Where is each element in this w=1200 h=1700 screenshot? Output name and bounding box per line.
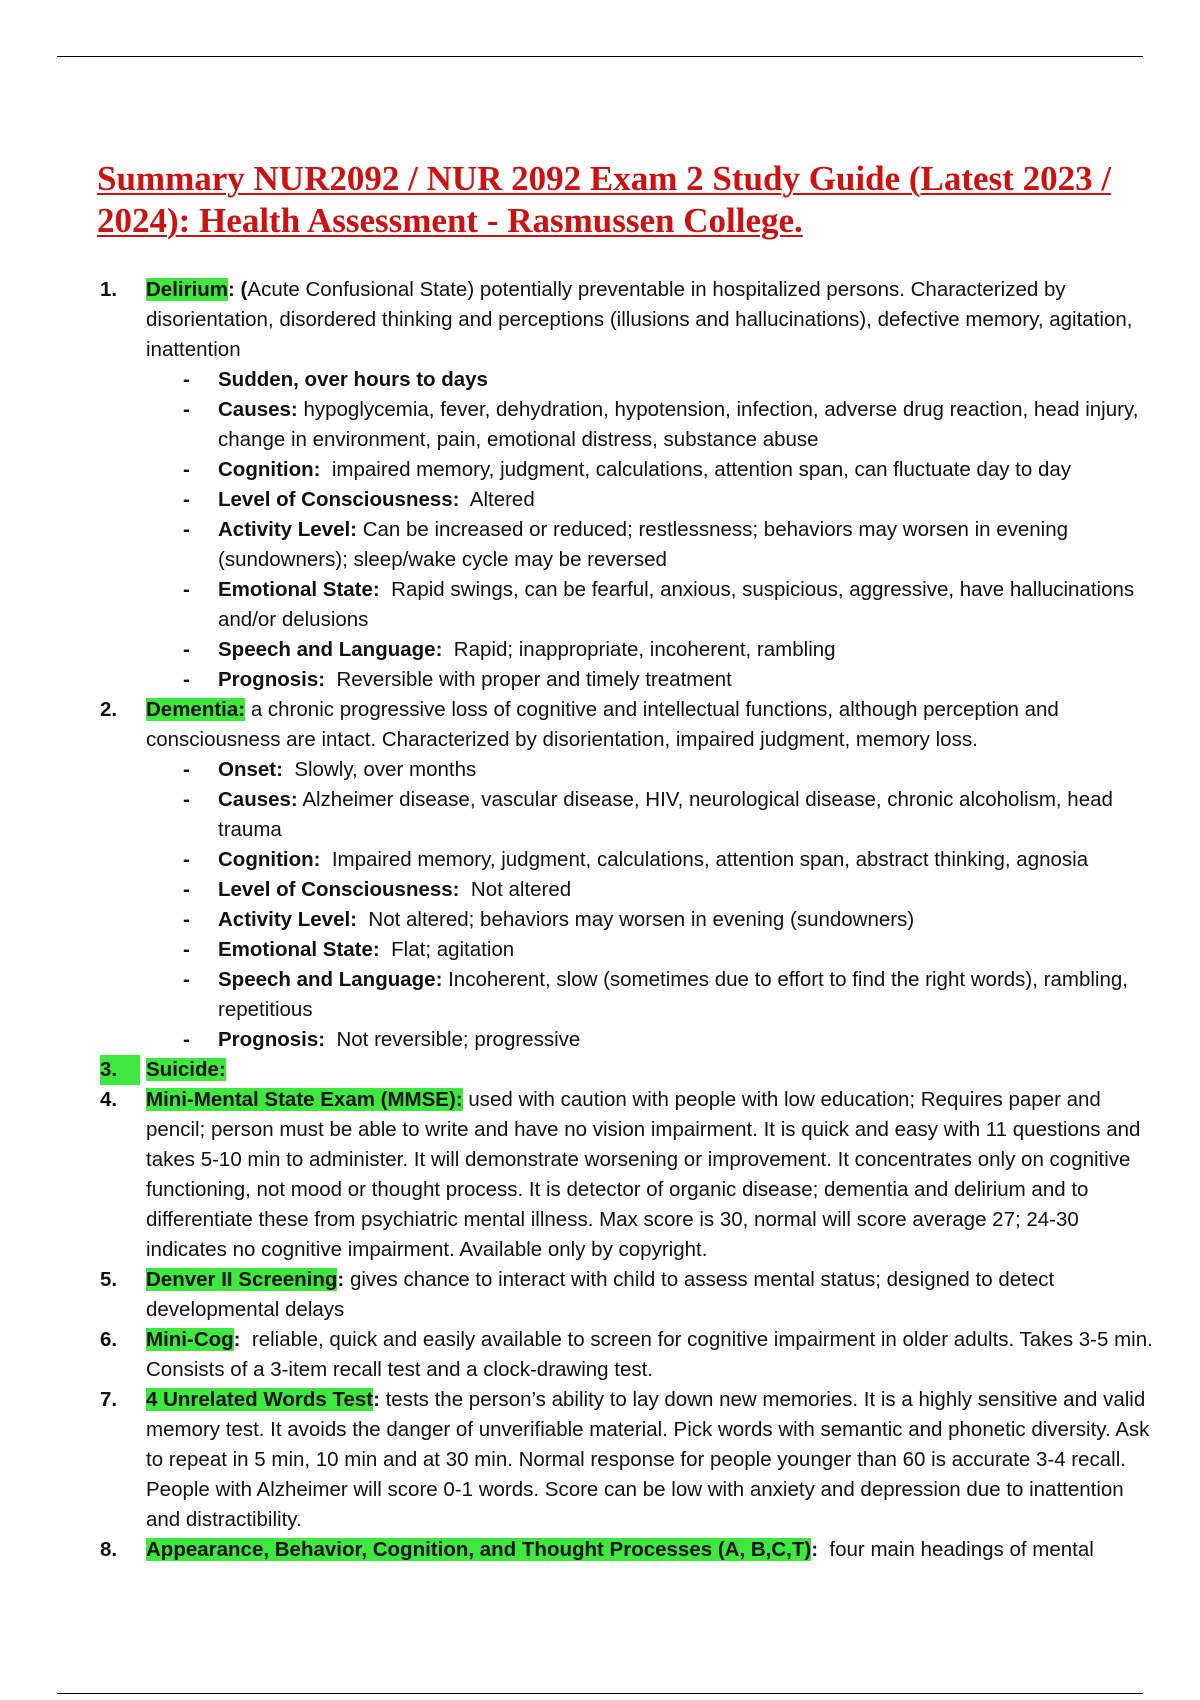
sub-list-item (146, 1025, 1156, 1055)
sub-item-text: Altered (459, 488, 535, 511)
list-item (100, 1325, 1156, 1385)
item-description: a chronic progressive loss of cognitive and intellectual functions, although perception and consciousness are intact. Characterized by disorientation, impaired judgment, memory loss. (146, 698, 1059, 751)
sub-item-text: Not altered (459, 878, 572, 901)
dash-bullet: - (183, 638, 190, 661)
sub-item-text: Reversible with proper and timely treatment (325, 668, 732, 691)
list-item (100, 1385, 1156, 1535)
sub-list-item (146, 395, 1156, 455)
sub-item-label: Onset: (218, 758, 283, 781)
sub-item-label: Prognosis: (218, 1028, 326, 1051)
sub-item-text: Not altered; behaviors may worsen in evening (sundowners) (357, 908, 915, 931)
sub-list-item (146, 965, 1156, 1025)
sub-list-item (146, 755, 1156, 785)
item-term: Mini-Mental State Exam (MMSE): (146, 1088, 463, 1111)
sub-item-label: Emotional State: (218, 578, 380, 601)
item-term: Appearance, Behavior, Cognition, and Thought Processes (A, B,C,T) (146, 1538, 812, 1561)
item-number: 5. (100, 1268, 118, 1291)
sub-item-label: Emotional State: (218, 938, 380, 961)
sub-item-label: Speech and Language: (218, 638, 443, 661)
sub-list-item (146, 575, 1156, 635)
sub-item-label: Level of Consciousness: (218, 878, 460, 901)
sub-item-text: Flat; agitation (379, 938, 515, 961)
dash-bullet: - (183, 968, 190, 991)
item-separator: : (373, 1388, 386, 1411)
sub-item-text: Slowly, over months (282, 758, 477, 781)
list-item (100, 1535, 1156, 1565)
top-rule (57, 56, 1143, 57)
sub-list (146, 755, 1156, 1055)
item-description: tests the person’s ability to lay down new memories. It is a highly sensitive and valid memory test. It avoids the danger of unverifiable material. Pick words with semantic and phonetic diversity. Ask to repeat in 5 min, 10 min and at 30 min. Normal response for people younger than 60 is accurate 3-4 recall. People with Alzheimer will score 0-1 words. Score can be low with anxiety and depression due to inattention and distractibility. (146, 1388, 1150, 1531)
item-term: Delirium (146, 278, 229, 301)
list-item (100, 275, 1156, 695)
sub-list-item (146, 785, 1156, 845)
item-number: 4. (100, 1088, 118, 1111)
dash-bullet: - (183, 848, 190, 871)
sub-list-item (146, 665, 1156, 695)
list-item (100, 1055, 1156, 1085)
sub-list (146, 365, 1156, 695)
sub-item-text: Incoherent, slow (sometimes due to effort to find the right words), rambling, repetitious (218, 968, 1134, 1021)
dash-bullet: - (183, 908, 190, 931)
dash-bullet: - (183, 938, 190, 961)
sub-list-item (146, 365, 1156, 395)
sub-list-item (146, 935, 1156, 965)
item-number: 8. (100, 1538, 118, 1561)
sub-list-item (146, 905, 1156, 935)
sub-item-text: Can be increased or reduced; restlessness; behaviors may worsen in evening (sundowners); sleep/wake cycle may be reversed (218, 518, 1074, 571)
dash-bullet: - (183, 518, 190, 541)
item-description: reliable, quick and easily available to screen for cognitive impairment in older adults. Takes 3-5 min. Consists of a 3-item recall test and a clock-drawing test. (146, 1328, 1153, 1381)
sub-item-label: Cognition: (218, 848, 321, 871)
dash-bullet: - (183, 458, 190, 481)
dash-bullet: - (183, 368, 190, 391)
sub-item-text: Alzheimer disease, vascular disease, HIV, neurological disease, chronic alcoholism, head trauma (218, 788, 1119, 841)
dash-bullet: - (183, 668, 190, 691)
sub-list-item (146, 455, 1156, 485)
sub-item-text: impaired memory, judgment, calculations, attention span, can fluctuate day to day (320, 458, 1072, 481)
item-separator: : ( (228, 278, 248, 301)
item-term: Dementia: (146, 698, 246, 721)
study-guide-list (100, 275, 1156, 1565)
sub-item-label: Causes: (218, 398, 298, 421)
sub-item-text: Impaired memory, judgment, calculations, attention span, abstract thinking, agnosia (320, 848, 1089, 871)
bottom-rule (57, 1693, 1143, 1694)
sub-list-item (146, 515, 1156, 575)
list-item (100, 1085, 1156, 1265)
document-body (100, 275, 1156, 1565)
sub-item-label: Activity Level: (218, 518, 357, 541)
item-separator: : (233, 1328, 252, 1351)
sub-item-text: Rapid; inappropriate, incoherent, rambling (442, 638, 836, 661)
sub-item-text: Not reversible; progressive (325, 1028, 581, 1051)
sub-list-item (146, 635, 1156, 665)
item-term: Mini-Cog (146, 1328, 234, 1351)
document-title: Summary NUR2092 / NUR 2092 Exam 2 Study Guide (Latest 2023 / 2024): Health Assessment - Rasmussen College. (97, 159, 1112, 240)
sub-item-label: Cognition: (218, 458, 321, 481)
item-number: 3. (100, 1055, 140, 1085)
dash-bullet: - (183, 578, 190, 601)
sub-list-item (146, 875, 1156, 905)
sub-item-text: hypoglycemia, fever, dehydration, hypotension, infection, adverse drug reaction, head injury, change in environment, pain, emotional distress, substance abuse (218, 398, 1145, 451)
dash-bullet: - (183, 488, 190, 511)
item-description: four main headings of mental (829, 1538, 1094, 1561)
list-item (100, 695, 1156, 1055)
dash-bullet: - (183, 758, 190, 781)
item-number: 7. (100, 1388, 118, 1411)
dash-bullet: - (183, 398, 190, 421)
sub-item-label: Speech and Language: (218, 968, 443, 991)
dash-bullet: - (183, 788, 190, 811)
sub-list-item (146, 485, 1156, 515)
item-separator: : (337, 1268, 350, 1291)
item-separator: : (811, 1538, 830, 1561)
item-number: 2. (100, 698, 118, 721)
item-number: 6. (100, 1328, 118, 1351)
sub-item-label: Sudden, over hours to days (218, 368, 488, 391)
sub-list-item (146, 845, 1156, 875)
dash-bullet: - (183, 1028, 190, 1051)
dash-bullet: - (183, 878, 190, 901)
list-item (100, 1265, 1156, 1325)
item-term: 4 Unrelated Words Test (146, 1388, 374, 1411)
item-description: gives chance to interact with child to assess mental status; designed to detect developmental delays (146, 1268, 1055, 1321)
item-description: used with caution with people with low education; Requires paper and pencil; person must be able to write and have no vision impairment. It is quick and easy with 11 questions and takes 5-10 min to administer. It will demonstrate worsening or improvement. It concentrates only on cognitive functioning, not mood or thought process. It is detector of organic disease; dementia and delirium and to differentiate these from psychiatric mental illness. Max score is 30, normal will score average 27; 24-30 indicates no cognitive impairment. Available only by copyright. (146, 1088, 1141, 1261)
item-term: Denver II Screening (146, 1268, 338, 1291)
sub-item-label: Prognosis: (218, 668, 326, 691)
sub-item-label: Level of Consciousness: (218, 488, 460, 511)
item-description: Acute Confusional State) potentially preventable in hospitalized persons. Characterized by disorientation, disordered thinking and perceptions (illusions and hallucinations), defective memory, agitation, inattention (146, 278, 1133, 361)
item-number: 1. (100, 278, 118, 301)
sub-item-label: Causes: (218, 788, 298, 811)
item-term: Suicide: (146, 1058, 226, 1081)
sub-item-label: Activity Level: (218, 908, 357, 931)
sub-item-text: Rapid swings, can be fearful, anxious, suspicious, aggressive, have hallucinations and/or delusions (218, 578, 1140, 631)
